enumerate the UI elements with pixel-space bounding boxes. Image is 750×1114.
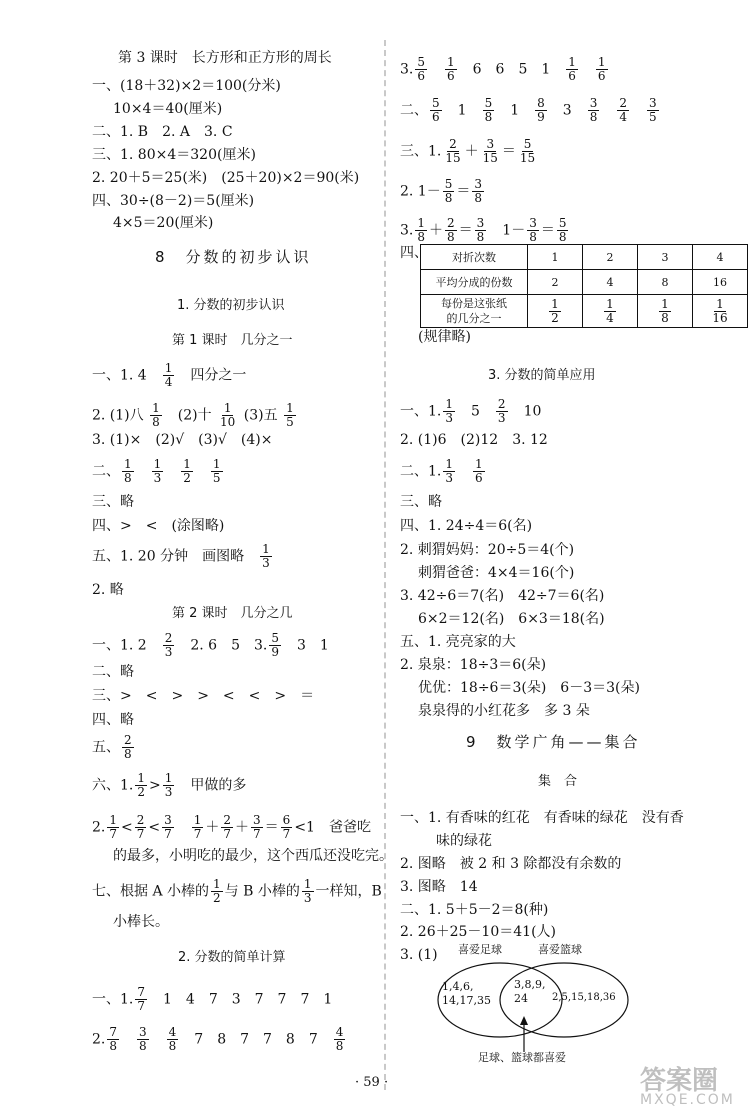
answer-line: 四、略 <box>92 712 134 728</box>
table-cell: 每份是这张纸 的几分之一 <box>421 295 528 328</box>
table-row <box>421 270 748 295</box>
table-cell: $\frac{1}{4}$ <box>583 295 638 328</box>
table-row <box>421 245 748 270</box>
answer-line: 二、 $\frac{5}{6}$ 1 $\frac{5}{8}$ 1 $\frac{8}{9}$ 3 $\frac{3}{8}$ $\frac{2}{4}$ $\frac{3}{5}$ <box>400 96 657 124</box>
section-heading: 1. 分数的初步认识 <box>177 298 285 313</box>
section-heading: 2. 分数的简单计算 <box>178 950 286 965</box>
answer-line: 二、1. $\frac{1}{3}$ $\frac{1}{6}$ <box>400 457 483 485</box>
answer-line: 四、> < (涂图略) <box>92 518 225 534</box>
lesson-title: 第 2 课时 几分之几 <box>172 606 293 621</box>
answer-line: 五、 $\frac{2}{8}$ <box>92 733 132 761</box>
venn-right-values: 2,5,15,18,36 <box>552 992 616 1003</box>
answer-line: 3. 42÷6＝7(名) 42÷7＝6(名) <box>400 588 605 604</box>
answer-line: 三、> < > > < < > ＝ <box>92 688 315 704</box>
answer-line: 三、略 <box>400 494 442 510</box>
answer-line: 一、(18＋32)×2＝100(分米) <box>92 78 281 94</box>
answer-line: 2. (1)6 (2)12 3. 12 <box>400 432 548 448</box>
answer-line: 3. (1)× (2)√ (3)√ (4)× <box>92 432 273 448</box>
venn-right-label: 喜爱篮球 <box>538 943 582 956</box>
answer-line: 四、1. 24÷4＝6(名) <box>400 518 533 534</box>
answer-line: 四、30÷(8－2)＝5(厘米) <box>92 193 255 209</box>
venn-bottom-label: 足球、篮球都喜爱 <box>478 1051 566 1064</box>
table-cell: $\frac{1}{16}$ <box>693 295 748 328</box>
table-label: 四、 <box>400 245 428 261</box>
section-heading: 3. 分数的简单应用 <box>488 368 596 383</box>
answer-line: 刺猬爸爸：4×4＝16(个) <box>418 565 575 581</box>
table-cell: 4 <box>693 245 748 270</box>
note: (规律略) <box>418 329 471 345</box>
answer-line: 优优：18÷6＝3(朵) 6－3＝3(朵) <box>418 680 640 696</box>
table-cell: 3 <box>638 245 693 270</box>
table-row <box>421 295 748 328</box>
answer-line: 五、1. 20 分钟 画图略 $\frac{1}{3}$ <box>92 542 270 570</box>
answer-line: 三、1. 80×4＝320(厘米) <box>92 147 256 163</box>
answer-line: 一、1. 4 $\frac{1}{4}$ 四分之一 <box>92 361 247 389</box>
table-cell: 16 <box>693 270 748 295</box>
answer-line: 七、根据 A 小棒的 $\frac{1}{2}$ 与 B 小棒的 $\frac{1}{3}$ 一样知，B <box>92 877 382 905</box>
table-cell: $\frac{1}{2}$ <box>528 295 583 328</box>
answer-line: 6×2＝12(名) 6×3＝18(名) <box>418 611 605 627</box>
table-cell: 2 <box>528 270 583 295</box>
answer-line: 泉泉得的小红花多 多 3 朵 <box>418 703 590 719</box>
venn-intersection-values: 3,8,9, 24 <box>514 978 546 1005</box>
table-cell: 2 <box>583 245 638 270</box>
answer-line: 4×5＝20(厘米) <box>113 215 214 231</box>
answer-line: 2. 20＋5＝25(米) (25＋20)×2＝90(米) <box>92 170 360 186</box>
lesson-title: 第 1 课时 几分之一 <box>172 333 293 348</box>
answer-line: 2. 图略 被 2 和 3 除都没有余数的 <box>400 856 622 872</box>
answer-line: 2. 26＋25－10＝41(人) <box>400 924 556 940</box>
table-cell: 1 <box>528 245 583 270</box>
table-cell: 4 <box>583 270 638 295</box>
answer-line: 味的绿花 <box>436 833 492 849</box>
answer-line: 五、1. 亮亮家的大 <box>400 634 516 650</box>
answer-line: 三、略 <box>92 494 134 510</box>
table-cell: 对折次数 <box>421 245 528 270</box>
unit-heading: 8 分数的初步认识 <box>155 248 312 266</box>
answer-line: 2. 略 <box>92 582 124 598</box>
unit-heading: 9 数学广角——集合 <box>466 733 641 751</box>
watermark-logo: 答案圈 <box>640 1066 719 1096</box>
venn-diagram <box>432 940 632 1070</box>
answer-line: 3. $\frac{1}{8}$ ＋ $\frac{2}{8}$ ＝ $\frac{3}{8}$ 1－ $\frac{3}{8}$ ＝ $\frac{5}{8}$ <box>400 216 567 244</box>
answer-line: 2. $\frac{1}{7}$ < $\frac{2}{7}$ < $\frac{3}{7}$ $\frac{1}{7}$ ＋ $\frac{2}{7}$ ＋ $\frac{3}{7}$ ＝ $\frac{6}{7}$ <1 爸爸吃 <box>92 813 371 841</box>
table-cell: $\frac{1}{8}$ <box>638 295 693 328</box>
answer-line: 二、1. 5＋5－2＝8(种) <box>400 902 549 918</box>
answer-line: 10×4＝40(厘米) <box>113 101 223 117</box>
answer-line: 2. (1)八 $\frac{1}{8}$ (2)十 $\frac{1}{10}$ (3)五 $\frac{1}{5}$ <box>92 401 294 429</box>
answer-line: 3. (1) <box>400 947 438 963</box>
answer-line: 二、略 <box>92 664 134 680</box>
answer-line: 3. 图略 14 <box>400 879 478 895</box>
answer-line: 的最多，小明吃的最少，这个西瓜还没吃完。 <box>113 848 393 864</box>
answer-line: 一、1. $\frac{7}{7}$ 1 4 7 3 7 7 7 1 <box>92 985 333 1013</box>
venn-left-label: 喜爱足球 <box>458 943 502 956</box>
column-divider <box>384 40 386 1090</box>
section-heading: 集 合 <box>538 774 578 789</box>
answer-line: 一、1. 2 $\frac{2}{3}$ 2. 6 5 3. $\frac{5}{9}$ 3 1 <box>92 631 329 659</box>
page-number: · 59 · <box>355 1075 389 1090</box>
table-cell: 平均分成的份数 <box>421 270 528 295</box>
table-cell: 8 <box>638 270 693 295</box>
answer-line: 小棒长。 <box>113 914 169 930</box>
answer-line: 一、1. 有香味的红花 有香味的绿花 没有香 <box>400 810 684 826</box>
answer-line: 二、 $\frac{1}{8}$ $\frac{1}{3}$ $\frac{1}{2}$ $\frac{1}{5}$ <box>92 457 221 485</box>
answer-line: 六、1. $\frac{1}{2}$ > $\frac{1}{3}$ 甲做的多 <box>92 771 247 799</box>
answer-line: 2. 泉泉：18÷3＝6(朵) <box>400 657 547 673</box>
answer-line: 2. 刺猬妈妈：20÷5＝4(个) <box>400 542 575 558</box>
watermark-url: MXQE.COM <box>640 1092 735 1108</box>
answer-line: 3. $\frac{5}{6}$ $\frac{1}{6}$ 6 6 5 1 $\frac{1}{6}$ $\frac{1}{6}$ <box>400 55 606 83</box>
answer-line: 三、1. $\frac{2}{15}$ ＋ $\frac{3}{15}$ ＝ $\frac{5}{15}$ <box>400 137 536 165</box>
venn-left-values: 1,4,6, 14,17,35 <box>442 980 491 1007</box>
answer-line: 2. $\frac{7}{8}$ $\frac{3}{8}$ $\frac{4}{8}$ 7 8 7 7 8 7 $\frac{4}{8}$ <box>92 1025 344 1053</box>
answer-line: 一、1. $\frac{1}{3}$ 5 $\frac{2}{3}$ 10 <box>400 397 542 425</box>
answer-line: 二、1. B 2. A 3. C <box>92 124 233 140</box>
answer-line: 2. 1－ $\frac{5}{8}$ ＝ $\frac{3}{8}$ <box>400 177 482 205</box>
fold-table <box>420 244 748 328</box>
lesson-title: 第 3 课时 长方形和正方形的周长 <box>118 50 332 66</box>
